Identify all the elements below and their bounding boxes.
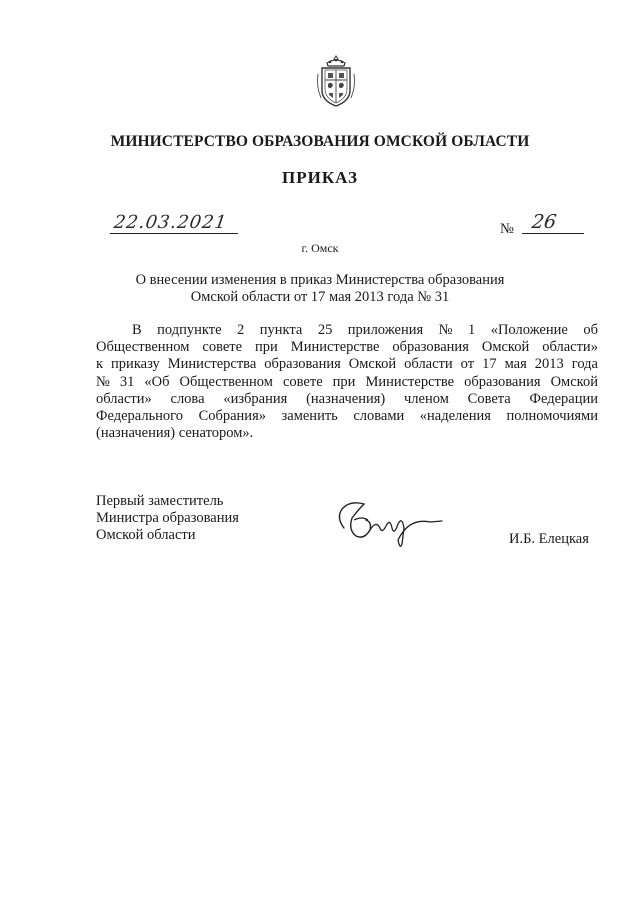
body-word: Министерстве [290,339,380,356]
body-word: 1 [467,322,476,338]
body-word: (назначения) [306,390,386,407]
body-word: 17 [482,356,497,373]
body-word: Общественном [96,339,190,356]
body-word: образования [464,373,541,390]
body-word: Федерации [529,390,598,407]
body-line [96,322,598,339]
body-word: при [255,339,278,356]
body-line [96,374,598,391]
order-title [0,272,640,305]
body-word: подпункте [157,322,222,338]
body-word: при [332,373,356,390]
body-line [96,356,598,373]
body-line [96,391,598,408]
body-word: совете [202,339,243,356]
ministry-name: МИНИСТЕРСТВО ОБРАЗОВАНИЯ ОМСКОЙ ОБЛАСТИ [110,133,530,150]
body-word: словами [353,408,405,425]
body-word: совете [282,373,323,390]
body-word: 2 [237,322,245,338]
body-word: Министерстве [365,373,455,390]
body-word: «Об [144,373,170,390]
body-word: области» [542,339,598,356]
body-word: Общественном [179,373,273,390]
signer-position [96,493,239,545]
body-word: об [583,322,598,338]
body-word: «избрания [223,390,288,407]
body-word: мая [504,356,527,373]
handwritten-signature [330,494,450,552]
signer-name: И.Б. Елецкая [509,531,589,547]
body-word: членом [404,390,449,407]
coat-of-arms-icon [315,54,357,108]
body-word: области» [96,390,152,407]
body-word: области [404,356,453,373]
body-word: Омской [348,356,397,373]
order-body [96,322,598,442]
signer-position-line: Первый заместитель [96,493,224,509]
body-word: Омской [550,373,598,390]
body-word: пункта [259,322,303,338]
body-word: «Положение [490,322,568,338]
body-word: слова [170,390,205,407]
order-number: 26 [530,211,558,233]
body-line [96,339,598,356]
body-line [96,408,598,425]
body-word: к [96,356,104,373]
body-word: В [132,322,142,338]
body-word: приложения [347,322,424,338]
body-word: года [571,356,598,373]
signer-position-line: Омской области [96,527,196,544]
body-word: Омской [481,339,530,356]
body-word: (назначения) сенатором». [96,425,254,442]
body-word: образования [392,339,469,356]
body-word: Министерства [167,356,257,373]
body-word: от [460,356,475,373]
body-word: «наделения [419,408,491,425]
number-sign: № [500,221,514,237]
body-word: 25 [317,322,333,338]
body-line [96,425,598,442]
body-word: 2013 [534,356,564,373]
date-underline [110,233,238,234]
title-line: О внесении изменения в приказ Министерства образования [135,272,505,288]
body-word: заменить [281,408,338,425]
document-type: ПРИКАЗ [282,168,358,187]
number-underline [522,233,584,234]
title-line: Омской области от 17 мая 2013 года № 31 [190,288,450,305]
body-word: полномочиями [506,408,598,425]
body-word: приказу [111,356,160,373]
body-word: № [438,322,453,338]
body-word: Федерального [96,408,184,425]
body-word: Совета [467,390,511,407]
body-word: № [96,373,110,390]
order-date: 22.03.2021 [112,212,229,233]
body-word: образования [264,356,341,373]
body-word: Собрания» [198,408,266,425]
city: г. Омск [301,241,339,255]
signer-position-line: Министра образования [96,510,239,527]
body-word: 31 [119,373,135,390]
